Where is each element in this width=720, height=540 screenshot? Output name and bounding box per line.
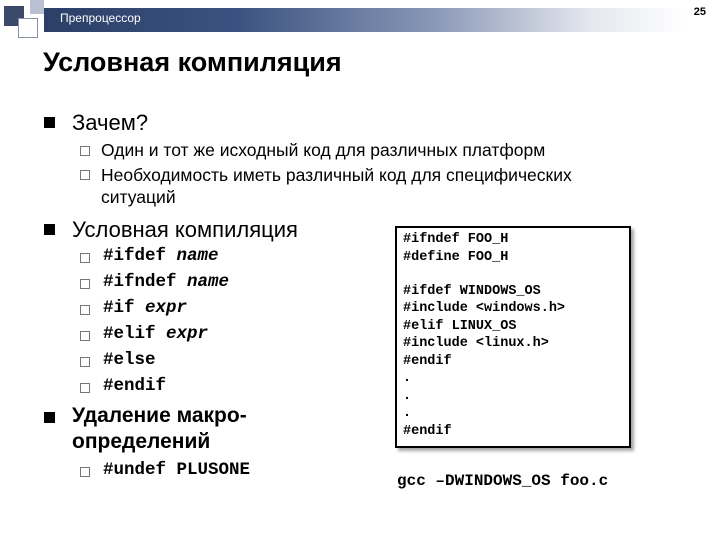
sub-item-specific-code-cont: ситуаций [101,187,176,207]
undef-example: #undef PLUSONE [103,460,251,480]
sub-bullet-box [80,357,90,367]
sub-bullet-box [80,253,90,263]
corner-square-outline [18,18,38,38]
directive-ifndef: #ifndef name [103,272,230,292]
bullet-square [44,412,55,423]
bullet-square [44,117,55,128]
code-line: . [403,406,412,421]
code-line: #elif LINUX_OS [403,319,517,334]
sub-bullet-box [80,467,90,477]
slide-title: Условная компиляция [43,47,342,77]
bullet-undef-line2: определений [72,430,211,453]
directive-ifdef: #ifdef name [103,246,219,266]
page-number: 25 [693,6,706,18]
code-example-box [395,226,631,448]
code-line: #include <linux.h> [403,336,549,351]
code-line: #endif [403,354,452,369]
bullet-square [44,224,55,235]
directive-if: #if expr [103,298,188,318]
sub-bullet-box [80,383,90,393]
code-line: #ifndef FOO_H [403,232,509,247]
bullet-undef-line1: Удаление макро- [72,404,247,427]
code-line: . [403,389,412,404]
code-line: . [403,371,412,386]
sub-item-platforms: Один и тот же исходный код для различных платформ [101,140,546,160]
section-title: Препроцессор [60,11,141,25]
code-line: #ifdef WINDOWS_OS [403,284,541,299]
corner-square-light [30,0,44,14]
sub-bullet-box [80,305,90,315]
bullet-why: Зачем? [72,110,149,135]
directive-else: #else [103,350,156,370]
sub-bullet-box [80,279,90,289]
sub-bullet-box [80,170,90,180]
compile-command: gcc –DWINDOWS_OS foo.c [397,472,609,490]
directive-endif: #endif [103,376,167,396]
sub-bullet-box [80,146,90,156]
code-line: #include <windows.h> [403,301,566,316]
bullet-conditional: Условная компиляция [72,217,298,242]
sub-bullet-box [80,331,90,341]
code-line: #endif [403,424,452,439]
code-line: #define FOO_H [403,250,509,265]
sub-item-specific-code: Необходимость иметь различный код для специфических [101,165,572,185]
directive-elif: #elif expr [103,324,209,344]
